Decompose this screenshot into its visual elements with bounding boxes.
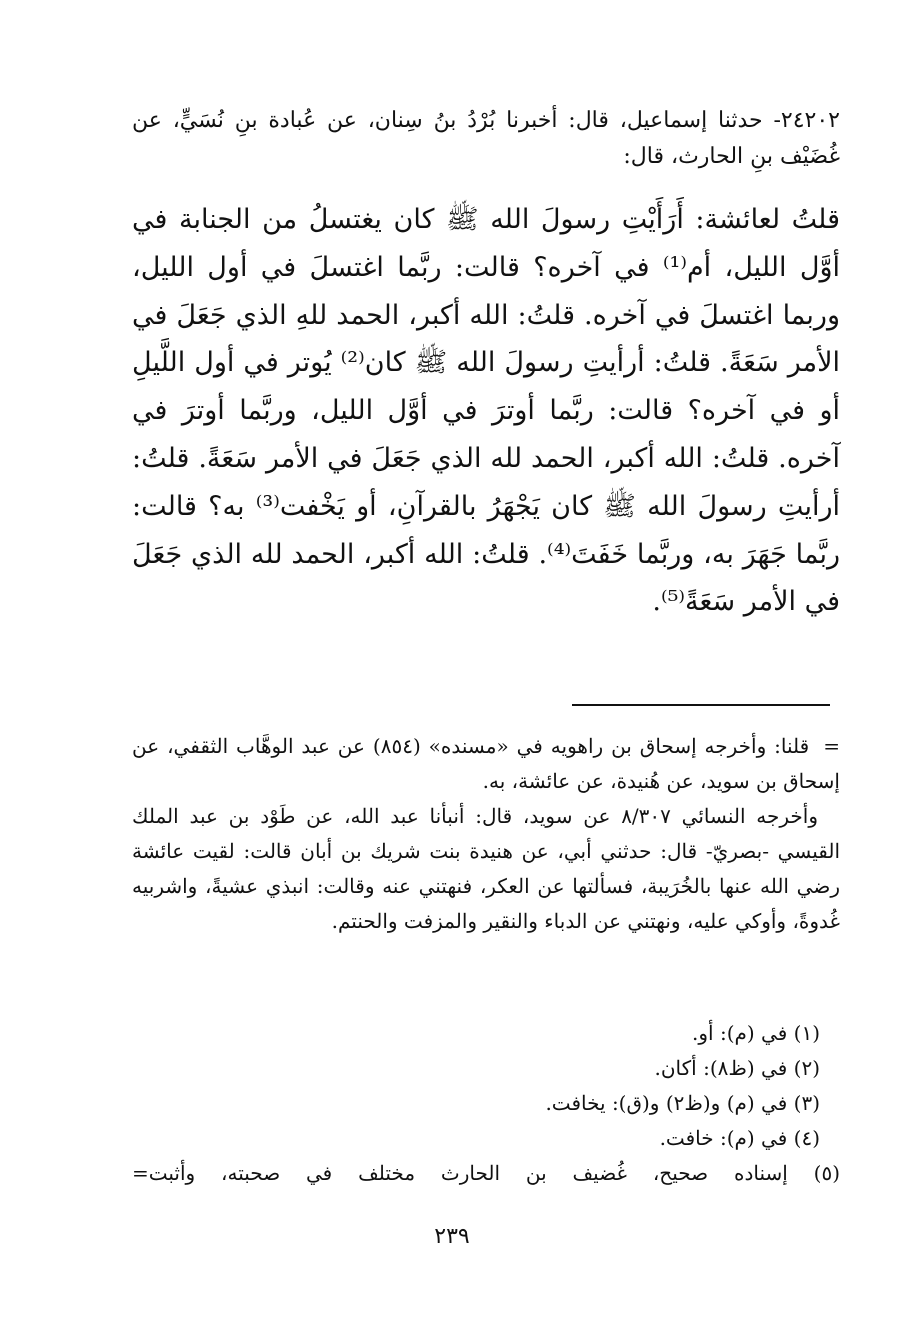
hadith-text: قلتُ لعائشة: أَرَأَيْتِ رسولَ الله ﷺ كان يغتسلُ من الجنابة في أوَّل الليل، أم⁽¹⁾ في آخره؟ قالت: ربَّما اغتسلَ في أول الليل، وربما اغتسلَ في آخره. قلتُ: الله أكبر، الحمد للهِ الذي جَعَلَ في الأمر سَعَةً. قلتُ: أرأيتِ رسولَ الله ﷺ كان⁽²⁾ يُوتر في أول اللَّيلِ أو في آخره؟ قالت: ربَّما أوترَ في أوَّل الليل، وربَّما أوترَ في آخره. قلتُ: الله أكبر، الحمد لله الذي جَعَلَ في الأمر سَعَةً. قلتُ: أرأيتِ رسولَ الله ﷺ كان يَجْهَرُ بالقرآنِ، أو يَخْفت⁽³⁾ به؟ قالت: ربَّما جَهَرَ به، وربَّما خَفَتَ⁽⁴⁾. قلتُ: الله أكبر، الحمد لله الذي جَعَلَ في الأمر سَعَةً⁽⁵⁾. — [132, 204, 841, 618]
footnote-2: (٢) في (ظ٨): أكان. — [654, 1056, 820, 1080]
footnote-paragraph-2: وأخرجه النسائي ٨/٣٠٧ عن سويد، قال: أنبأنا عبد الله، عن طَوْد بن عبد الملك القيسي -بصريّ- قال: حدثني أبي، عن هنيدة بنت شريك بن أبان قالت: لقيت عائشة رضي الله عنها بالخُرَيبة، فسألتها عن العكر، فنهتني عنه وقالت: انبذي عشيةً، واشربيه غُدوةً، وأوكي عليه، ونهتني عن الدباء والنقير والمزفت والحنتم. — [132, 804, 840, 933]
footnote-1: (١) في (م): أو. — [692, 1021, 820, 1045]
hadith-chain: ٢٤٢٠٢- حدثنا إسماعيل، قال: أخبرنا بُرْدُ بنُ سِنان، عن عُبادة بنِ نُسَيٍّ، عن غُضَيْف بنِ الحارث، قال: — [132, 108, 840, 169]
footnote-paragraph-1 — [132, 729, 840, 799]
footnote-separator — [572, 704, 830, 706]
footnote-paragraph-1-text: قلنا: وأخرجه إسحاق بن راهويه في «مسنده» (٨٥٤) عن عبد الوهَّاب الثقفي، عن إسحاق بن سويد، عن هُنيدة، عن عائشة، به. — [132, 734, 840, 793]
page-number: ٢٣٩ — [434, 1224, 470, 1249]
continuation-marker: = — [823, 734, 840, 758]
footnote-4: (٤) في (م): خافت. — [659, 1126, 820, 1150]
footnote-5: (٥) إسناده صحيح، غُضيف بن الحارث مختلف في صحبته، وأثبت= — [132, 1161, 840, 1185]
footnote-3: (٣) في (م) و(ظ٢) و(ق): يخافت. — [545, 1091, 820, 1115]
footnote-continuation — [132, 729, 840, 939]
footnotes-list — [132, 1016, 840, 1191]
